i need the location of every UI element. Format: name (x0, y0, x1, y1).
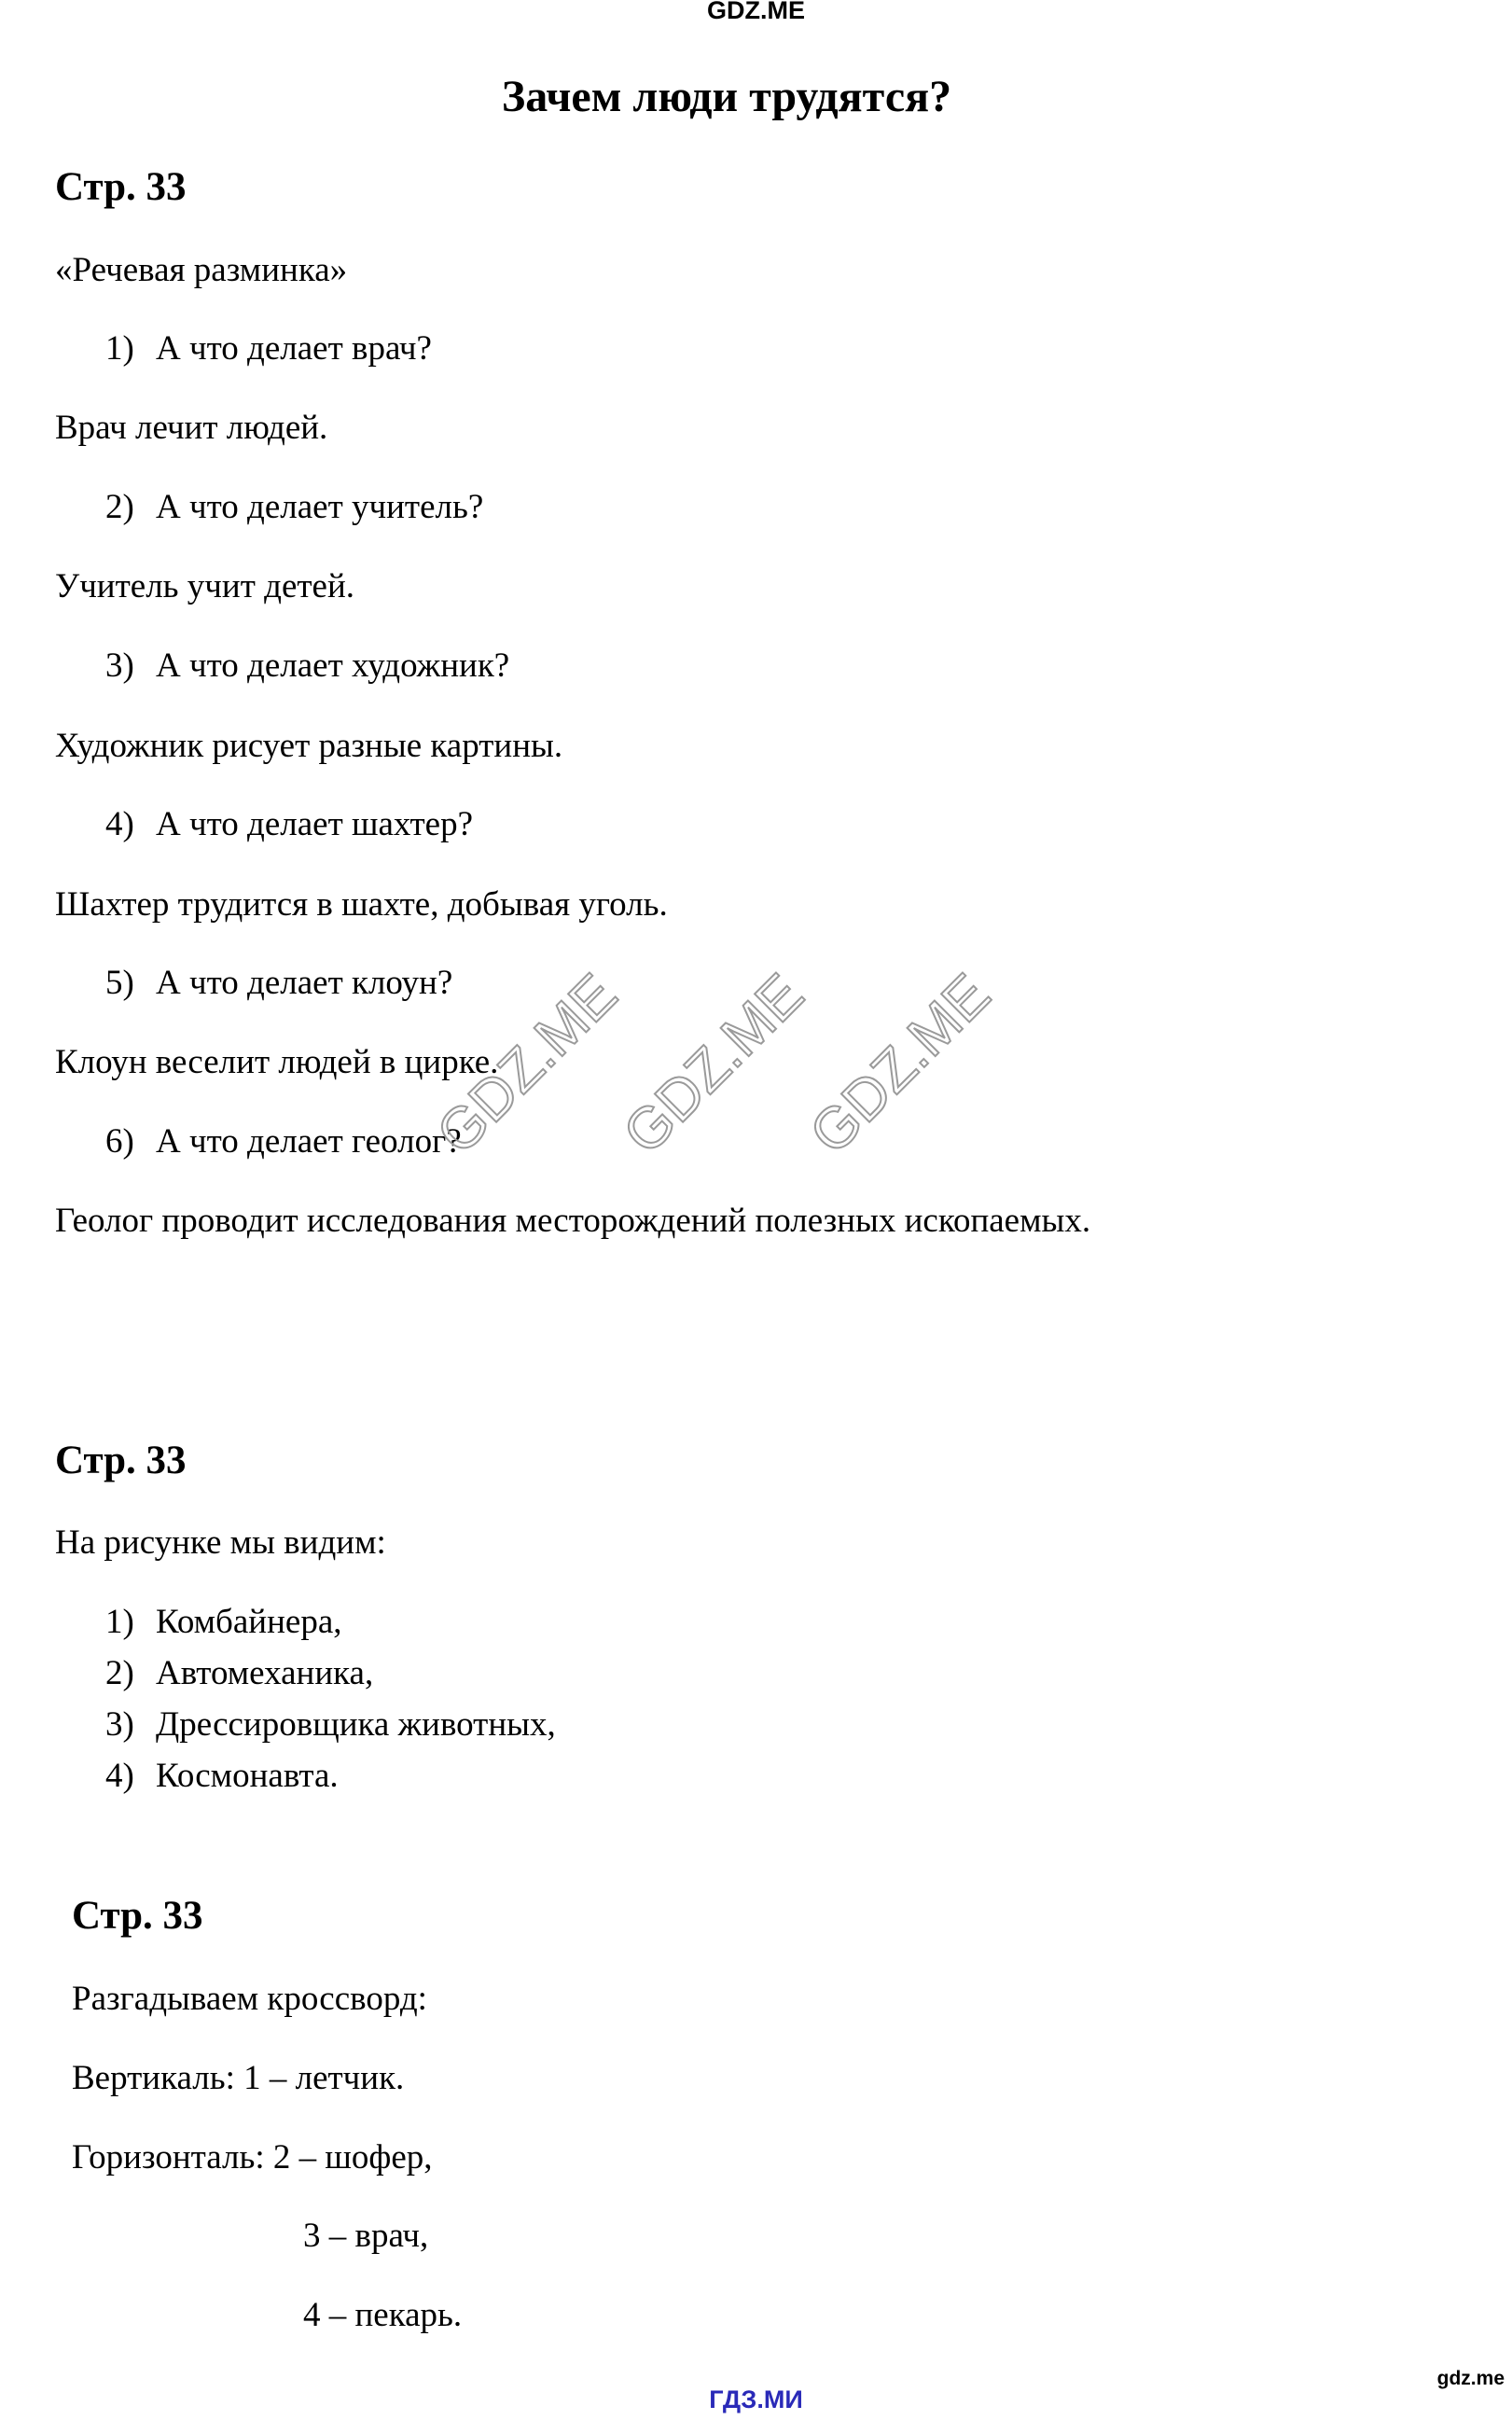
crossword-intro: Разгадываем кроссворд: (72, 1980, 427, 2018)
section-2-heading: Стр. 33 (55, 1439, 187, 1482)
section-2-intro: На рисунке мы видим: (55, 1523, 386, 1562)
page-title: Зачем люди трудятся? (501, 72, 952, 121)
answer-text: Врач лечит людей. (55, 409, 328, 447)
question-text: А что делает врач? (156, 329, 432, 368)
question-number: 4) (105, 805, 134, 843)
crossword-horizontal-item: 3 – врач, (303, 2217, 429, 2255)
question-text: А что делает клоун? (156, 964, 453, 1002)
section-1-intro: «Речевая разминка» (55, 251, 348, 289)
crossword-vertical: Вертикаль: 1 – летчик. (72, 2059, 405, 2097)
list-number: 1) (105, 1603, 134, 1641)
answer-text: Учитель учит детей. (55, 567, 355, 605)
watermark: GDZ.ME (611, 962, 816, 1167)
section-3-heading: Стр. 33 (72, 1894, 203, 1938)
question-text: А что делает художник? (156, 647, 510, 685)
list-item: Космонавта. (156, 1757, 339, 1795)
question-text: А что делает шахтер? (156, 805, 473, 843)
footer-corner-link: gdz.me (1436, 2368, 1505, 2389)
answer-text: Клоун веселит людей в цирке. (55, 1043, 499, 1081)
answer-text: Шахтер трудится в шахте, добывая уголь. (55, 885, 668, 924)
list-item: Дрессировщика животных, (156, 1705, 556, 1744)
watermark: GDZ.ME (424, 962, 630, 1167)
question-number: 3) (105, 647, 134, 685)
crossword-horizontal-item: 4 – пекарь. (303, 2296, 463, 2334)
section-1-heading: Стр. 33 (55, 165, 187, 209)
list-number: 4) (105, 1757, 134, 1795)
answer-text: Художник рисует разные картины. (55, 727, 563, 765)
question-text: А что делает геолог? (156, 1122, 462, 1161)
list-item: Комбайнера, (156, 1603, 342, 1641)
question-number: 5) (105, 964, 134, 1002)
list-number: 2) (105, 1654, 134, 1692)
question-text: А что делает учитель? (156, 488, 484, 526)
list-number: 3) (105, 1705, 134, 1744)
question-number: 6) (105, 1122, 134, 1161)
watermark: GDZ.ME (798, 962, 1003, 1167)
question-number: 1) (105, 329, 134, 368)
list-item: Автомеханика, (156, 1654, 374, 1692)
answer-text: Геолог проводит исследования месторождений полезных ископаемых. (55, 1202, 1091, 1240)
footer-brand: ГДЗ.МИ (709, 2385, 803, 2413)
question-number: 2) (105, 488, 134, 526)
header-brand: GDZ.ME (707, 0, 805, 24)
crossword-horizontal: Горизонталь: 2 – шофер, (72, 2138, 433, 2177)
